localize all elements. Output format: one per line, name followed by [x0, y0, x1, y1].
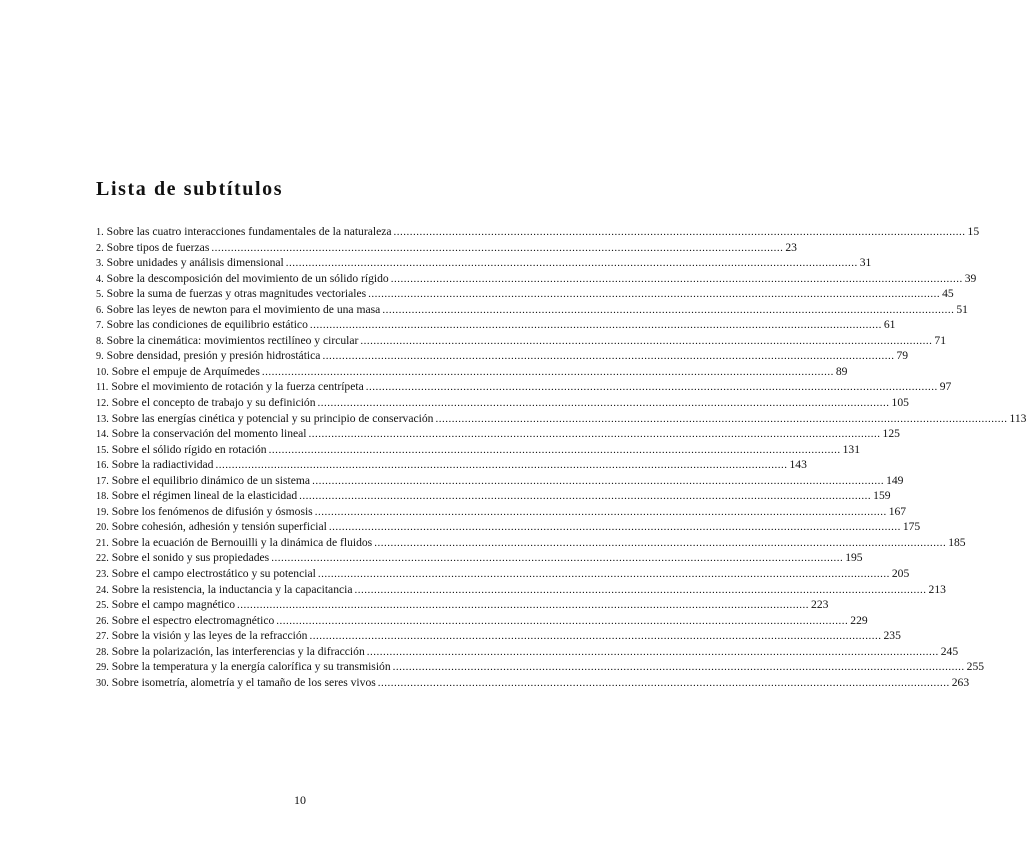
entry-page: 263 [951, 675, 970, 689]
entry-number: 27. [96, 631, 109, 643]
toc-entry [96, 675, 970, 691]
entry-page: 39 [964, 271, 977, 285]
table-of-contents [96, 224, 1026, 690]
entry-page: 15 [967, 225, 980, 238]
entry-title: Sobre el espectro electromagnético [111, 613, 275, 627]
entry-title: Sobre el equilibrio dinámico de un sistema [111, 473, 311, 487]
dot-leader [262, 365, 834, 381]
entry-title: Sobre el empuje de Arquímedes [111, 364, 260, 378]
toc-entry [96, 286, 954, 302]
toc-entry [96, 582, 946, 598]
entry-number: 30. [96, 677, 109, 689]
entry-number: 5. [96, 289, 104, 301]
entry-number: 12. [96, 398, 109, 410]
dot-leader [237, 598, 809, 614]
entry-page: 89 [835, 364, 848, 378]
dot-leader [378, 676, 950, 692]
entry-number: 17. [96, 475, 109, 487]
dot-leader [360, 334, 932, 350]
entry-page: 205 [891, 567, 910, 581]
entry-number: 9. [96, 351, 104, 363]
toc-entry [96, 395, 909, 411]
entry-number: 23. [96, 569, 109, 581]
entry-page: 105 [891, 396, 909, 410]
toc-entry [96, 457, 807, 473]
dot-leader [382, 303, 954, 319]
entry-page: 61 [883, 318, 896, 332]
entry-page: 255 [966, 660, 985, 674]
entry-page: 31 [859, 256, 872, 270]
dot-leader [329, 520, 901, 536]
entry-page: 223 [811, 598, 829, 612]
entry-number: 15. [96, 444, 109, 456]
entry-number: 4. [96, 273, 104, 285]
entry-number: 20. [96, 522, 109, 534]
entry-page: 131 [842, 442, 860, 456]
entry-number: 29. [96, 662, 109, 674]
dot-leader [322, 349, 894, 365]
entry-number: 3. [96, 258, 104, 270]
entry-title: Sobre las leyes de newton para el movimiento de una masa [106, 302, 381, 316]
entry-page: 235 [883, 629, 901, 643]
entry-number: 21. [96, 537, 109, 549]
toc-entry [96, 628, 901, 644]
entry-title: Sobre la conservación del momento lineal [111, 427, 307, 441]
toc-entry [96, 364, 848, 380]
entry-title: Sobre tipos de fuerzas [106, 240, 210, 254]
entry-title: Sobre la suma de fuerzas y otras magnitudes vectoriales [106, 287, 367, 301]
entry-page: 113 [1009, 411, 1026, 425]
entry-number: 28. [96, 646, 109, 658]
entry-number: 8. [96, 335, 104, 347]
dot-leader [309, 427, 881, 443]
entry-number: 13. [96, 413, 109, 425]
entry-page: 51 [956, 302, 968, 316]
entry-page: 245 [940, 644, 959, 658]
dot-leader [310, 318, 882, 334]
entry-title: Sobre isometría, alometría y el tamaño de los seres vivos [111, 675, 376, 689]
entry-title: Sobre las energías cinética y potencial y su principio de conservación [111, 411, 434, 425]
entry-page: 185 [948, 535, 966, 549]
dot-leader [318, 396, 890, 412]
toc-entry [96, 473, 904, 489]
dot-leader [391, 272, 963, 288]
entry-number: 18. [96, 491, 109, 503]
entry-title: Sobre el régimen lineal de la elasticidad [111, 489, 298, 503]
toc-entry [96, 504, 907, 520]
dot-leader [286, 256, 858, 272]
entry-title: Sobre la radiactividad [111, 458, 214, 472]
entry-title: Sobre cohesión, adhesión y tensión superficial [111, 520, 327, 534]
toc-entry [96, 240, 797, 256]
entry-number: 26. [96, 615, 109, 627]
entry-number: 7. [96, 320, 104, 332]
entry-title: Sobre el campo electrostático y su potencial [111, 567, 316, 581]
entry-title: Sobre la descomposición del movimiento de un sólido rígido [106, 271, 389, 285]
toc-entry [96, 442, 860, 458]
entry-number: 22. [96, 553, 109, 565]
dot-leader [299, 489, 871, 505]
entry-page: 23 [785, 240, 797, 254]
toc-entry [96, 255, 872, 271]
toc-entry [96, 333, 946, 349]
entry-page: 97 [939, 380, 952, 394]
entry-page: 149 [886, 473, 904, 487]
toc-entry [96, 597, 829, 613]
entry-page: 213 [928, 582, 946, 596]
entry-title: Sobre la resistencia, la inductancia y la capacitancia [111, 582, 353, 596]
toc-entry [96, 411, 1026, 427]
entry-page: 45 [942, 287, 954, 301]
entry-title: Sobre la polarización, las interferencias y la difracción [111, 644, 365, 658]
entry-title: Sobre la visión y las leyes de la refracción [111, 629, 308, 643]
dot-leader [393, 660, 965, 676]
dot-leader [374, 536, 946, 552]
toc-entry [96, 613, 868, 629]
entry-page: 229 [850, 613, 868, 627]
entry-title: Sobre el sólido rígido en rotación [111, 442, 267, 456]
entry-number: 2. [96, 242, 104, 254]
dot-leader [315, 505, 887, 521]
entry-title: Sobre densidad, presión y presión hidrostática [106, 349, 321, 363]
entry-page: 71 [934, 333, 946, 347]
entry-page: 195 [845, 551, 863, 565]
entry-title: Sobre el concepto de trabajo y su definición [111, 396, 316, 410]
toc-entry [96, 317, 896, 333]
entry-title: Sobre los fenómenos de difusión y ósmosis [111, 504, 313, 518]
entry-number: 1. [96, 227, 104, 238]
entry-page: 143 [789, 458, 807, 472]
toc-entry [96, 550, 863, 566]
entry-page: 79 [896, 349, 909, 363]
toc-entry [96, 488, 891, 504]
entry-title: Sobre la ecuación de Bernouilli y la dinámica de fluidos [111, 535, 373, 549]
entry-page: 167 [888, 504, 907, 518]
toc-entry [96, 348, 909, 364]
toc-entry [96, 566, 910, 582]
entry-number: 14. [96, 429, 109, 441]
entry-page: 125 [882, 427, 900, 441]
dot-leader [269, 443, 841, 459]
entry-number: 24. [96, 584, 109, 596]
entry-number: 16. [96, 460, 109, 472]
entry-title: Sobre el movimiento de rotación y la fuerza centrípeta [111, 380, 364, 394]
toc-entry [96, 224, 980, 240]
dot-leader [309, 629, 881, 645]
dot-leader [318, 567, 890, 583]
entry-page: 175 [902, 520, 921, 534]
toc-entry [96, 659, 985, 675]
toc-entry [96, 535, 966, 551]
dot-leader [215, 458, 787, 474]
entry-title: Sobre el campo magnético [111, 598, 236, 612]
entry-title: Sobre las cuatro interacciones fundamentales de la naturaleza [106, 225, 392, 238]
entry-title: Sobre unidades y análisis dimensional [106, 256, 284, 270]
dot-leader [368, 287, 940, 303]
dot-leader [355, 583, 927, 599]
toc-entry [96, 271, 977, 287]
toc-entry [96, 302, 968, 318]
entry-number: 6. [96, 304, 104, 316]
dot-leader [394, 225, 966, 241]
toc-entry [96, 426, 900, 442]
entry-title: Sobre las condiciones de equilibrio estático [106, 318, 308, 332]
entry-number: 19. [96, 506, 109, 518]
page-title: Lista de subtítulos [96, 178, 284, 200]
toc-entry [96, 644, 959, 660]
toc-entry [96, 519, 921, 535]
entry-number: 25. [96, 600, 109, 612]
entry-number: 10. [96, 366, 109, 378]
dot-leader [312, 474, 884, 490]
page-number: 10 [294, 793, 306, 807]
dot-leader [276, 614, 848, 630]
dot-leader [271, 551, 843, 567]
toc-entry [96, 379, 952, 395]
entry-number: 11. [96, 382, 109, 394]
dot-leader [366, 380, 938, 396]
dot-leader [435, 412, 1007, 428]
entry-page: 159 [873, 489, 891, 503]
entry-title: Sobre el sonido y sus propiedades [111, 551, 270, 565]
entry-title: Sobre la temperatura y la energía calorífica y su transmisión [111, 660, 391, 674]
dot-leader [367, 645, 939, 661]
dot-leader [211, 241, 783, 257]
entry-title: Sobre la cinemática: movimientos rectilíneo y circular [106, 333, 359, 347]
